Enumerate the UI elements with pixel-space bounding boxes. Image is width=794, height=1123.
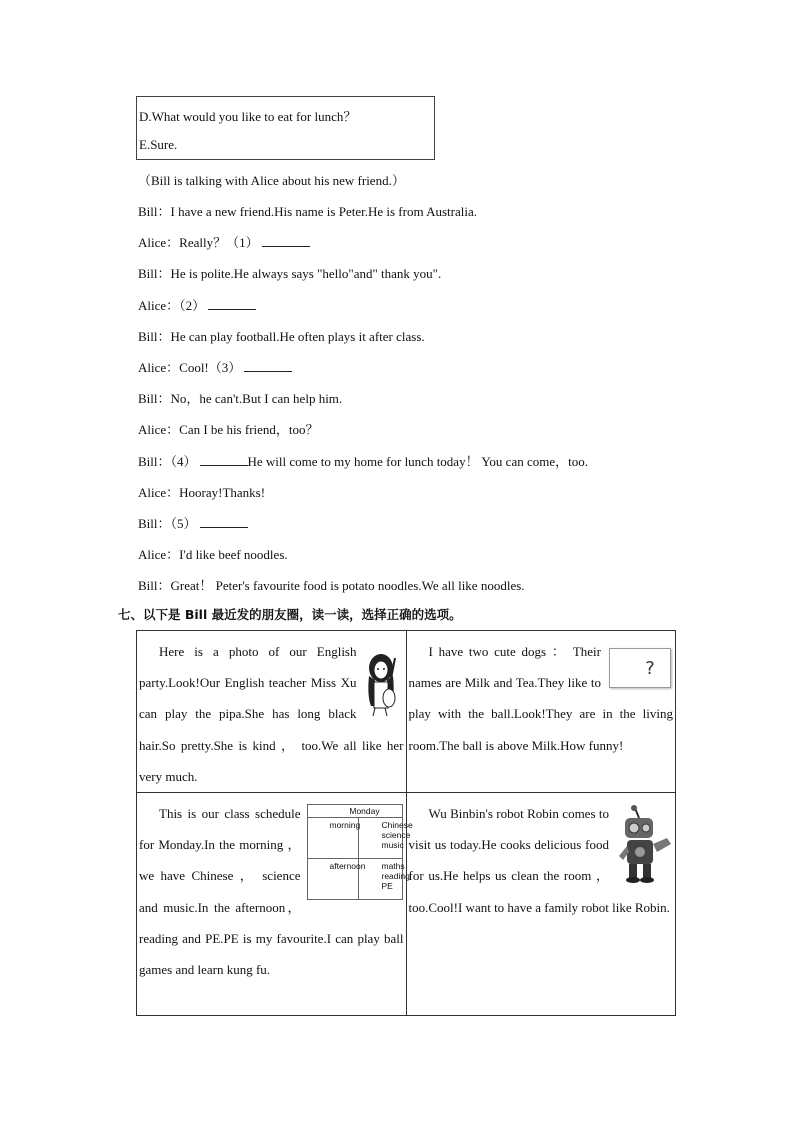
- dialogue-line: [138, 419, 319, 438]
- dialogue-line: [138, 388, 342, 407]
- dialogue-line: [138, 482, 265, 501]
- answer-blank[interactable]: [262, 234, 310, 247]
- dialogue-text: Bill：（4）: [138, 453, 197, 469]
- dialogue-line: [138, 513, 248, 532]
- posts-table: [136, 630, 676, 1016]
- dialogue-text: Bill：He can play football.He often plays it after class.: [138, 328, 425, 344]
- dialogue-text-tail: He will come to my home for lunch today！ You can come，too.: [247, 453, 588, 469]
- answer-blank[interactable]: [200, 453, 248, 466]
- dialogue-line: [138, 575, 525, 594]
- post-3: [137, 793, 413, 985]
- dialogue-text: Alice：Can I be his friend，too？: [138, 422, 319, 438]
- teacher-pipa-icon: [363, 646, 403, 718]
- post-cell-dogs: [406, 631, 676, 793]
- schedule-day: Monday: [308, 805, 402, 818]
- section-title: 七、以下是 Bill 最近发的朋友圈，读一读，选择正确的选项。: [118, 607, 462, 622]
- post-1-text: Here is a photo of our English party.Look!Our English teacher Miss Xu can play the pipa.She has long black hair.So pretty.She is kind ， too.We all like her very much.: [139, 644, 404, 784]
- dialogue-intro: （Bill is talking with Alice about his new friend.）: [138, 173, 405, 188]
- schedule-subject: PE: [381, 881, 393, 892]
- dialogue-text: Alice：Really？（1）: [138, 235, 259, 251]
- schedule-morning-label: morning: [308, 818, 359, 858]
- answer-blank[interactable]: [208, 297, 256, 310]
- options-box: [136, 96, 435, 160]
- option-e: E.Sure.: [139, 137, 178, 152]
- post-cell-teacher: [137, 631, 407, 793]
- option-d: D.What would you like to eat for lunch？: [139, 109, 357, 124]
- dialogue-text: Alice：Cool!（3）: [138, 360, 242, 375]
- post-cell-schedule: [137, 793, 413, 1016]
- dialogue-text: Bill：He is polite.He always says "hello"and" thank you".: [138, 266, 442, 282]
- answer-blank[interactable]: [244, 359, 292, 372]
- post-4-text: Wu Binbin's robot Robin comes to visit us today.He cooks delicious food for us.He helps us clean the room ， too.Cool!I want to have a family robot like Robin.: [408, 806, 670, 915]
- post-cell-robot: [406, 793, 676, 1016]
- post-3-text: This is our class schedule for Monday.In the morning ， we have Chinese ， science and music.In the afternoon，reading and PE.PE is my favourite.I can play ball games and learn kung fu.: [139, 806, 404, 978]
- post-4: [407, 793, 676, 923]
- post-1: [137, 631, 406, 792]
- dialogue-line: [138, 326, 425, 345]
- schedule-subject: science: [381, 830, 411, 841]
- dialogue-text: Alice：（2）: [138, 297, 206, 313]
- answer-blank[interactable]: [200, 515, 248, 528]
- dialogue-line: [138, 263, 441, 282]
- dialogue-text: Bill：（5）: [138, 516, 197, 531]
- dialogue-text: Alice：Hooray!Thanks!: [138, 484, 266, 500]
- schedule-afternoon-label: afternoon: [308, 859, 359, 899]
- schedule-subject: Chinese: [381, 820, 413, 831]
- post-2-text: I have two cute dogs ： Their names are Milk and Tea.They like to play with the ball.Look!They are in the living room.The ball is above Milk.How funny!: [408, 644, 673, 753]
- post-2: [407, 631, 676, 761]
- schedule-morning-row: [308, 818, 413, 859]
- class-schedule: [307, 804, 413, 900]
- robot-icon: [615, 804, 673, 884]
- schedule-subject: music: [381, 840, 404, 851]
- dialogue-line: [138, 544, 288, 563]
- dialogue-text: Bill：Great！ Peter's favourite food is potato noodles.We all like noodles.: [138, 578, 525, 594]
- missing-picture-icon: ?: [609, 648, 671, 688]
- dialogue-line: [138, 357, 292, 376]
- dialogue-line: [138, 295, 256, 314]
- schedule-subject: maths: [381, 861, 405, 872]
- dialogue-line: [138, 451, 588, 470]
- dialogue-text: Alice：I'd like beef noodles.: [138, 547, 288, 563]
- schedule-subject: reading: [381, 871, 410, 882]
- dialogue-text: Bill：I have a new friend.His name is Peter.He is from Australia.: [138, 204, 478, 219]
- schedule-afternoon-subjects: [359, 859, 413, 899]
- dialogue-line: [138, 232, 310, 251]
- schedule-afternoon-row: [308, 859, 410, 899]
- dialogue-line: [138, 201, 477, 220]
- dialogue-text: Bill：No，he can't.But I can help him.: [138, 391, 343, 407]
